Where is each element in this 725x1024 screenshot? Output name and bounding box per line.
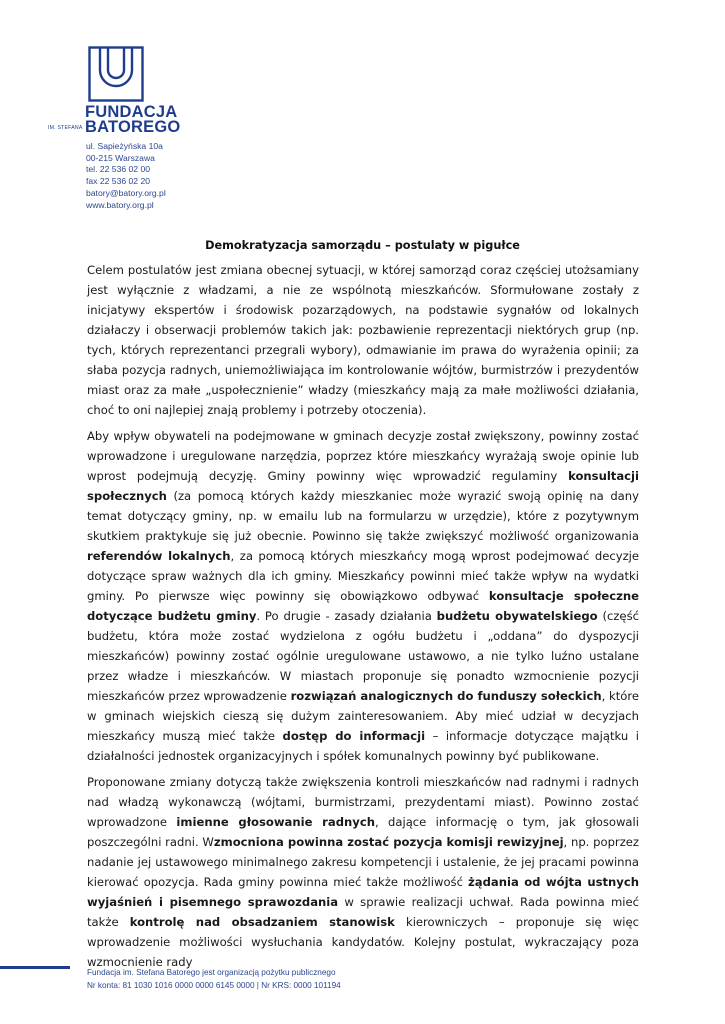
- address-street: ul. Sapieżyńska 10a: [86, 141, 163, 151]
- paragraph-text: , za pomocą których mieszkańcy mogą wprost podejmować decyzje dotyczące spraw ważnych dla ich gminy. Mieszkańcy powinni mieć także wpływ na wydatki gminy. Po pierwsze więc powinny się obowiązkowo odbywać: [87, 549, 640, 603]
- footer-line-account: Nr konta: 81 1030 1016 0000 0000 6145 0000 | Nr KRS: 0000 101194: [87, 980, 341, 990]
- paragraph-text: (za pomocą których każdy mieszkaniec może wyrazić swoją opinię na dany temat dotyczący gminy, np. w emailu lub na formularzu w urzędzie), które z pozytywnym skutkiem praktykuje się już obecnie. Powinno się także zwiększyć możliwość organizowania: [87, 489, 639, 543]
- address-website-link[interactable]: www.batory.org.pl: [86, 199, 154, 210]
- emphasized-text: zmocniona powinna zostać pozycja komisji rewizyjnej: [213, 835, 564, 849]
- document-title: Demokratyzacja samorządu – postulaty w pigułce: [205, 239, 520, 252]
- emphasized-text: rozwiązań analogicznych do funduszy sołeckich: [290, 689, 602, 703]
- paragraph: [87, 426, 639, 766]
- emphasized-text: budżetu obywatelskiego: [436, 609, 598, 623]
- emphasized-text: referendów lokalnych: [87, 549, 231, 563]
- paragraph: [87, 772, 639, 972]
- paragraph-text: Aby wpływ obywateli na podejmowane w gminach decyzje został zwiększony, powinny zostać wprowadzone i uregulowane narzędzia, poprzez które mieszkańcy wyrażają swoje opinie lub wprost podejmują decyzję. Gminy powinny więc wprowadzić regulaminy: [87, 429, 639, 483]
- address-fax: fax 22 536 02 20: [86, 176, 151, 187]
- document-body: [87, 260, 639, 978]
- address-city: 00-215 Warszawa: [86, 152, 155, 163]
- footer: [87, 967, 341, 992]
- footer-accent-rule: [0, 966, 70, 969]
- address-phone: tel. 22 536 02 00: [86, 164, 151, 175]
- paragraph: [87, 260, 639, 420]
- paragraph-text: kierowniczych – proponuje się więc wprowadzenie możliwości wysłuchania kandydatów. Kolejny postulat, wykraczający poza wzmocnienie rady: [87, 915, 639, 969]
- address-block: [86, 141, 166, 211]
- emphasized-text: konsultacje społeczne dotyczące budżetu gminy: [87, 589, 639, 623]
- emphasized-text: imienne głosowanie radnych: [176, 815, 375, 829]
- logo-name-line1: FUNDACJA: [85, 103, 178, 121]
- foundation-logo: [48, 46, 181, 136]
- paragraph-text: , które w gminach wiejskich cieszą się dużym zainteresowaniem. Aby mieć udział w decyzjach mieszkańcy muszą mieć także: [87, 689, 639, 743]
- foundation-logo-mark-icon: [88, 46, 144, 102]
- emphasized-text: konsultacji społecznych: [87, 469, 639, 503]
- paragraph-text: , np. poprzez nadanie jej ustawowego minimalnego zakresu kompetencji i ustalenie, że jej pracami powinna kierować opozycja. Rada gminy powinna mieć także możliwość: [87, 835, 639, 889]
- paragraph-text: (część budżetu, która może zostać wydzielona z ogółu budżetu i „oddana” do dyspozycji mieszkańców) powinny zostać ogólnie uregulowane ustawowo, a nie tylko luźno ustalane przez władze i mieszkańców. W miastach proponuje się ponadto wzmocnienie pozycji mieszkańców przez wprowadzenie: [87, 609, 639, 703]
- paragraph-text: Celem postulatów jest zmiana obecnej sytuacji, w której samorząd coraz częściej utożsamiany jest wyłącznie z władzami, a nie ze wspólnotą mieszkańców. Sformułowane zostały z inicjatywy ekspertów i środowisk pozarządowych, na podstawie sygnałów od lokalnych działaczy i obserwacji problemów takich jak: pozbawienie reprezentacji niektórych grup (np. tych, których reprezentanci przegrali wybory), odmawianie im prawa do wyrażenia opinii; za słaba pozycja radnych, uniemożliwiająca im kontrolowanie wójtów, burmistrzów i prezydentów miast oraz za małe „uspołecznienie” władzy (mieszkańcy mają za małe możliwości działania, choć to oni najlepiej znają problemy i potrzeby otoczenia).: [87, 263, 639, 417]
- emphasized-text: dostęp do informacji: [282, 729, 426, 743]
- footer-line-organization: Fundacja im. Stefana Batorego jest organizacją pożytku publicznego: [87, 968, 336, 977]
- address-email-link[interactable]: batory@batory.org.pl: [86, 187, 166, 198]
- logo-prefix: IM. STEFANA: [48, 125, 83, 131]
- emphasized-text: żądania od wójta ustnych wyjaśnień i pisemnego sprawozdania: [87, 875, 639, 909]
- paragraph-text: . Po drugie - zasady działania: [256, 609, 437, 623]
- logo-name-line2: BATOREGO: [85, 118, 181, 136]
- paragraph-text: Proponowane zmiany dotyczą także zwiększenia kontroli mieszkańców nad radnymi i radnych nad władzą wykonawczą (wójtami, burmistrzami, prezydentami miast). Powinno zostać wprowadzone: [87, 775, 639, 829]
- paragraph-text: – informacje dotyczące majątku i działalności jednostek organizacyjnych i spółek komunalnych powinny być publikowane.: [87, 729, 639, 763]
- paragraph-text: w sprawie realizacji uchwał. Rada powinna mieć także: [87, 895, 639, 929]
- emphasized-text: kontrolę nad obsadzaniem stanowisk: [129, 915, 395, 929]
- paragraph-text: , dające informację o tym, jak głosowali poszczególni radni. W: [87, 815, 639, 849]
